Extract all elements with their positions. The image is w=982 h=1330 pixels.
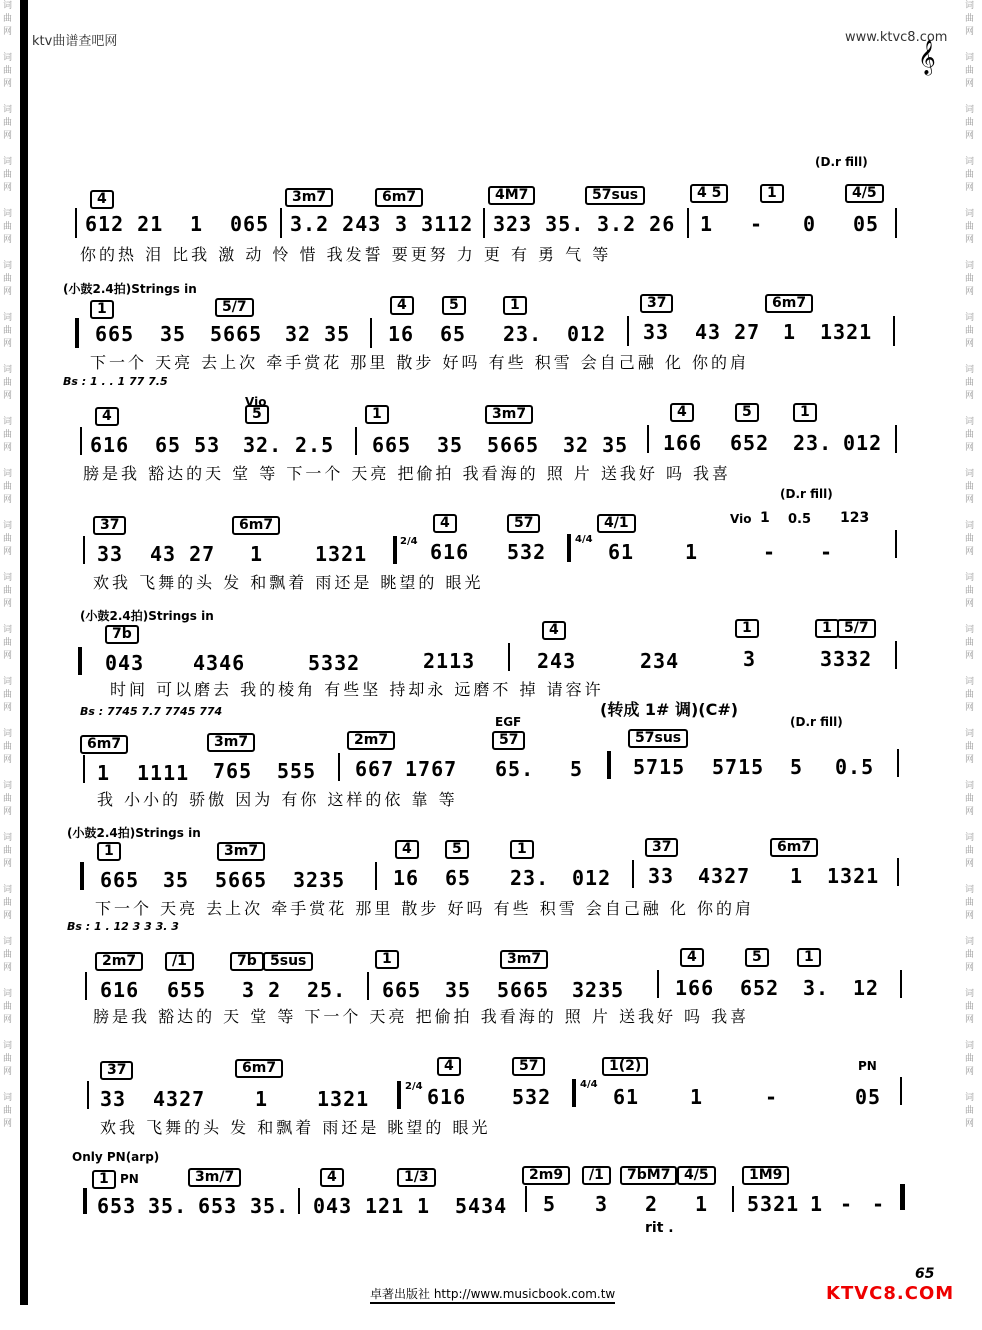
bar-line bbox=[375, 862, 377, 890]
notes: 05 bbox=[853, 212, 880, 236]
bar-line bbox=[627, 316, 629, 346]
notes: 612 21 bbox=[85, 212, 164, 236]
dr-fill-label: (D.r fill) bbox=[815, 155, 868, 169]
chord-box: 5sus bbox=[263, 952, 313, 971]
notes: 5665 bbox=[497, 978, 550, 1002]
notes: 35. bbox=[148, 1194, 188, 1218]
notes: 05 bbox=[855, 1085, 882, 1109]
chord-box: 5/7 bbox=[215, 298, 254, 317]
notes: 35. bbox=[250, 1194, 290, 1218]
notes: 243 bbox=[537, 649, 577, 673]
notes: - bbox=[840, 1192, 854, 1216]
time-signature: 4/4 bbox=[575, 534, 593, 545]
notes: 166 bbox=[675, 976, 715, 1000]
chord-box: 1 bbox=[90, 300, 114, 319]
notes: 652 bbox=[740, 976, 780, 1000]
bar-line bbox=[895, 641, 897, 669]
notes: 25. bbox=[307, 978, 347, 1002]
notes: 33 bbox=[100, 1087, 127, 1111]
notes: 616 bbox=[100, 978, 140, 1002]
chord-box: 1 bbox=[735, 619, 759, 638]
notes: 1 bbox=[700, 212, 714, 236]
bar-line bbox=[83, 755, 85, 783]
vio-note: 0.5 bbox=[788, 512, 812, 527]
chord-box: 6m7 bbox=[375, 188, 423, 207]
chord-box: 4 bbox=[90, 190, 114, 209]
chord-box: 7bM7 bbox=[620, 1166, 677, 1185]
chord-box: 4 bbox=[390, 296, 414, 315]
notes: 1111 bbox=[137, 761, 190, 785]
notes: 4346 bbox=[193, 651, 246, 675]
notes: 665 bbox=[95, 322, 135, 346]
chord-box: 1 bbox=[797, 948, 821, 967]
time-signature: 2/4 bbox=[405, 1081, 423, 1092]
double-bar-line bbox=[567, 534, 571, 562]
notes: 616 bbox=[90, 433, 130, 457]
chord-box: 3m7 bbox=[485, 405, 533, 424]
chord-box: 1 bbox=[760, 184, 784, 203]
chord-box: 57sus bbox=[585, 186, 645, 205]
vio-note: 1 bbox=[760, 510, 770, 526]
notes: 043 bbox=[105, 651, 145, 675]
notes: 043 bbox=[313, 1194, 353, 1218]
dr-fill-label: (D.r fill) bbox=[780, 487, 833, 501]
notes: 3332 bbox=[820, 647, 873, 671]
lyrics-line: 膀是我 豁达的天 堂 等 下一个 天亮 把偷拍 我看海的 照 片 送我好 吗 我喜 bbox=[83, 464, 732, 483]
double-bar-line bbox=[393, 536, 397, 564]
notes: 65. bbox=[495, 757, 535, 781]
chord-box: 4/5 bbox=[677, 1166, 716, 1185]
chord-box: 6m7 bbox=[765, 294, 813, 313]
notes: 43 27 bbox=[150, 542, 216, 566]
notes: 1 bbox=[417, 1194, 431, 1218]
bar-line bbox=[83, 536, 85, 564]
notes: 3 bbox=[595, 1192, 609, 1216]
notes: 1 bbox=[790, 864, 804, 888]
notes: 3235 bbox=[572, 978, 625, 1002]
notes: 5 bbox=[570, 757, 584, 781]
bar-line bbox=[687, 208, 689, 238]
bar-line bbox=[367, 972, 369, 1000]
score-system-5 bbox=[75, 605, 912, 719]
bar-line bbox=[900, 970, 902, 998]
bar-line bbox=[632, 860, 634, 888]
chord-box: 1 bbox=[815, 619, 839, 638]
score-system-4 bbox=[75, 487, 912, 600]
notes: 765 bbox=[213, 759, 253, 783]
chord-box: 4 bbox=[437, 1057, 461, 1076]
chord-box: 4 bbox=[95, 407, 119, 426]
chord-box: 1 bbox=[793, 403, 817, 422]
notes: 5 bbox=[790, 755, 804, 779]
notes: 012 bbox=[843, 431, 883, 455]
notes: 3. bbox=[803, 976, 830, 1000]
final-bar-line bbox=[900, 1184, 905, 1210]
bar-line bbox=[895, 208, 897, 238]
chord-box: 1/3 bbox=[397, 1168, 436, 1187]
egf-label: EGF bbox=[495, 715, 522, 729]
section-intro: (小鼓2.4拍)Strings in bbox=[80, 609, 214, 623]
notes: 234 bbox=[640, 649, 680, 673]
chord-box: 4 bbox=[395, 840, 419, 859]
score-system-9 bbox=[75, 1045, 912, 1155]
chord-box: 37 bbox=[100, 1061, 133, 1080]
vio-label: Vio bbox=[245, 395, 267, 409]
bar-line bbox=[280, 208, 282, 238]
ktvc8-logo: KTVC8.COM bbox=[826, 1283, 955, 1304]
bar-line bbox=[895, 530, 897, 558]
notes: 532 bbox=[507, 540, 547, 564]
notes: 65 bbox=[440, 322, 467, 346]
score-system-2 bbox=[63, 280, 912, 390]
score-system-8 bbox=[75, 940, 912, 1050]
bass-line: Bs : 1 . . 1 77 7.5 bbox=[63, 375, 168, 388]
notes: 1 bbox=[685, 540, 699, 564]
notes: 32 35 bbox=[563, 433, 629, 457]
notes: 1 bbox=[695, 1192, 709, 1216]
notes: 23. bbox=[503, 322, 543, 346]
publisher-footer: 卓著出版社 http://www.musicbook.com.tw bbox=[370, 1285, 615, 1304]
bar-line bbox=[85, 972, 87, 1000]
chord-box: 57 bbox=[507, 514, 540, 533]
notes: 65 bbox=[445, 866, 472, 890]
bar-line bbox=[895, 425, 897, 453]
notes: 653 bbox=[198, 1194, 238, 1218]
bar-line bbox=[657, 970, 659, 998]
notes: 121 bbox=[365, 1194, 405, 1218]
chord-box: 6m7 bbox=[235, 1059, 283, 1078]
lyrics-line: 欢我 飞舞的头 发 和飘着 雨还是 眺望的 眼光 bbox=[93, 573, 484, 592]
notes: 652 bbox=[730, 431, 770, 455]
vio-label: Vio bbox=[730, 512, 752, 526]
lyrics-line: 时间 可以磨去 我的棱角 有些坚 持却永 远磨不 掉 请容许 bbox=[110, 680, 604, 699]
notes: 5434 bbox=[455, 1194, 508, 1218]
chord-box: 6m7 bbox=[770, 838, 818, 857]
notes: 616 bbox=[430, 540, 470, 564]
notes: - bbox=[765, 1085, 779, 1109]
notes: 555 bbox=[277, 759, 317, 783]
double-bar-line bbox=[80, 862, 84, 890]
notes: 1321 bbox=[820, 320, 873, 344]
side-watermark-left: 词 曲 网 词 曲 网 词 曲 网 词 曲 网 词 曲 网 词 曲 网 词 曲 网 词 曲 网 词 曲 网 词 曲 网 词 曲 网 词 曲 网 词 曲 网 词 曲 网 词 曲 网 词 曲 网 词 曲 网 词 曲 网 词 曲 网 词 曲 网 词 曲 网 词 曲 网 bbox=[3, 1, 13, 1129]
notes: 16 bbox=[393, 866, 420, 890]
score-system-7 bbox=[67, 822, 912, 933]
chord-box: 4 bbox=[433, 514, 457, 533]
notes: 0 bbox=[803, 212, 817, 236]
notes: 5321 bbox=[747, 1192, 800, 1216]
chord-box: 1 bbox=[92, 1170, 116, 1189]
vio-note: 123 bbox=[840, 510, 870, 526]
site-name-right: www.ktvc8.com bbox=[845, 30, 948, 45]
notes: - bbox=[872, 1192, 886, 1216]
chord-box: 37 bbox=[645, 838, 678, 857]
site-name-left: ktv曲谱查吧网 bbox=[32, 34, 118, 49]
notes: 5 bbox=[543, 1192, 557, 1216]
chord-box: 4 bbox=[320, 1168, 344, 1187]
chord-box: 57 bbox=[492, 731, 525, 750]
section-intro: (小鼓2.4拍)Strings in bbox=[67, 826, 201, 840]
notes: 35 bbox=[160, 322, 187, 346]
double-bar-line bbox=[607, 751, 611, 779]
notes: 1 bbox=[783, 320, 797, 344]
chord-box: 57 bbox=[512, 1057, 545, 1076]
notes: 12 bbox=[853, 976, 880, 1000]
notes: - bbox=[763, 540, 777, 564]
notes: 1321 bbox=[827, 864, 880, 888]
double-bar-line bbox=[75, 318, 79, 348]
notes: 33 bbox=[643, 320, 670, 344]
chord-box: 3m/7 bbox=[188, 1168, 241, 1187]
chord-box: 4 5 bbox=[690, 184, 728, 203]
notes: 667 bbox=[355, 757, 395, 781]
lyrics-line: 下一个 天亮 去上次 牵手赏花 那里 散步 好吗 有些 积雪 会自己融 化 你的肩 bbox=[95, 899, 754, 918]
notes: 16 bbox=[388, 322, 415, 346]
score-system-6 bbox=[75, 715, 912, 825]
notes: 35 bbox=[163, 868, 190, 892]
chord-box: 3m7 bbox=[285, 188, 333, 207]
chord-box: 5 bbox=[445, 840, 469, 859]
notes: 2113 bbox=[423, 649, 476, 673]
chord-box: 5/7 bbox=[837, 619, 876, 638]
notes: - bbox=[750, 212, 764, 236]
chord-box: 5 bbox=[735, 403, 759, 422]
chord-box: 1 bbox=[375, 950, 399, 969]
chord-box: 2m7 bbox=[95, 952, 143, 971]
notes: 5665 bbox=[210, 322, 263, 346]
bar-line bbox=[298, 1188, 300, 1214]
notes: 1 bbox=[255, 1087, 269, 1111]
chord-box: 5 bbox=[745, 948, 769, 967]
notes: 33 bbox=[648, 864, 675, 888]
section-intro: Only PN(arp) bbox=[72, 1150, 160, 1164]
notes: 2.5 bbox=[295, 433, 335, 457]
score-system-1 bbox=[75, 150, 912, 264]
chord-box: 1(2) bbox=[602, 1057, 648, 1076]
chord-box: 1M9 bbox=[742, 1166, 789, 1185]
notes: 23. bbox=[510, 866, 550, 890]
bar-line bbox=[87, 1081, 89, 1109]
notes: 3 3112 bbox=[395, 212, 474, 236]
notes: 012 bbox=[572, 866, 612, 890]
notes: 1 bbox=[190, 212, 204, 236]
lyrics-line: 你的热 泪 比我 激 动 怜 惜 我发誓 要更努 力 更 有 勇 气 等 bbox=[80, 245, 612, 264]
chord-box: 4/5 bbox=[845, 184, 884, 203]
lyrics-line: 欢我 飞舞的头 发 和飘着 雨还是 眺望的 眼光 bbox=[100, 1118, 491, 1137]
notes: 3.2 243 bbox=[290, 212, 382, 236]
bar-line bbox=[370, 318, 372, 348]
bar-line bbox=[508, 643, 510, 671]
side-watermark-right: 词 曲 网 词 曲 网 词 曲 网 词 曲 网 词 曲 网 词 曲 网 词 曲 网 词 曲 网 词 曲 网 词 曲 网 词 曲 网 词 曲 网 词 曲 网 词 曲 网 词 曲 网 词 曲 网 词 曲 网 词 曲 网 词 曲 网 词 曲 网 词 曲 网 词 曲 网 bbox=[965, 1, 975, 1129]
lyrics-line: 膀是我 豁达的 天 堂 等 下一个 天亮 把偷拍 我看海的 照 片 送我好 吗 我喜 bbox=[93, 1007, 750, 1026]
chord-box: 3m7 bbox=[500, 950, 548, 969]
double-bar-line bbox=[78, 647, 82, 675]
notes: 616 bbox=[427, 1085, 467, 1109]
notes: 1767 bbox=[405, 757, 458, 781]
bar-line bbox=[338, 753, 340, 781]
notes: 32 35 bbox=[285, 322, 351, 346]
key-change: (转成 1# 调)(C#) bbox=[600, 700, 739, 719]
pn-label: PN bbox=[120, 1172, 139, 1186]
notes: 5715 bbox=[633, 755, 686, 779]
notes: 1 bbox=[97, 761, 111, 785]
notes: 665 bbox=[100, 868, 140, 892]
notes: 3235 bbox=[293, 868, 346, 892]
notes: 1 bbox=[810, 1192, 824, 1216]
notes: 166 bbox=[663, 431, 703, 455]
bar-line bbox=[897, 858, 899, 886]
notes: 1 bbox=[250, 542, 264, 566]
rit-marking: rit . bbox=[645, 1220, 674, 1236]
bar-line bbox=[483, 208, 485, 238]
notes: 012 bbox=[567, 322, 607, 346]
notes: 3 2 bbox=[242, 978, 282, 1002]
notes: 655 bbox=[167, 978, 207, 1002]
chord-box: 6m7 bbox=[232, 516, 280, 535]
dr-fill-label: (D.r fill) bbox=[790, 715, 843, 729]
bar-line bbox=[900, 1077, 902, 1105]
chord-box: 4 bbox=[670, 403, 694, 422]
chord-box: 1 bbox=[365, 405, 389, 424]
chord-box: 7b bbox=[230, 952, 264, 971]
notes: 5715 bbox=[712, 755, 765, 779]
chord-box: 4 bbox=[680, 948, 704, 967]
bar-line bbox=[355, 427, 357, 455]
notes: 1 bbox=[690, 1085, 704, 1109]
notes: 1321 bbox=[317, 1087, 370, 1111]
bar-line bbox=[647, 425, 649, 453]
chord-box: 1 bbox=[510, 840, 534, 859]
lyrics-line: 下一个 天亮 去上次 牵手赏花 那里 散步 好吗 有些 积雪 会自己融 化 你的肩 bbox=[90, 353, 749, 372]
bar-line bbox=[893, 316, 895, 346]
notes: 4327 bbox=[698, 864, 751, 888]
notes: 32. bbox=[243, 433, 283, 457]
notes: 323 35. bbox=[493, 212, 585, 236]
chord-box: 4/1 bbox=[597, 514, 636, 533]
page-number: 65 bbox=[915, 1266, 935, 1282]
notes: 23. bbox=[793, 431, 833, 455]
score-system-10 bbox=[72, 1148, 912, 1258]
bass-line: Bs : 1 . 12 3 3 3. 3 bbox=[67, 920, 179, 933]
double-bar-line bbox=[83, 1188, 87, 1214]
notes: 61 bbox=[613, 1085, 640, 1109]
bar-line bbox=[75, 208, 77, 238]
treble-clef-icon: 𝄞 bbox=[918, 40, 936, 75]
double-bar-line bbox=[572, 1079, 576, 1107]
notes: 0.5 bbox=[835, 755, 875, 779]
chord-box: 1 bbox=[503, 296, 527, 315]
double-bar-line bbox=[397, 1081, 401, 1109]
notes: 5332 bbox=[308, 651, 361, 675]
section-intro: (小鼓2.4拍)Strings in bbox=[63, 282, 197, 296]
notes: 3.2 26 bbox=[597, 212, 676, 236]
chord-box: 37 bbox=[93, 516, 126, 535]
notes: 065 bbox=[230, 212, 270, 236]
notes: 1321 bbox=[315, 542, 368, 566]
chord-box: /1 bbox=[582, 1166, 611, 1185]
notes: 665 bbox=[372, 433, 412, 457]
time-signature: 4/4 bbox=[580, 1079, 598, 1090]
chord-box: 4M7 bbox=[488, 186, 535, 205]
chord-box: 6m7 bbox=[80, 735, 128, 754]
notes: 33 bbox=[97, 542, 124, 566]
notes: 61 bbox=[608, 540, 635, 564]
notes: 532 bbox=[512, 1085, 552, 1109]
bar-line bbox=[897, 749, 899, 777]
chord-box: 3m7 bbox=[217, 842, 265, 861]
chord-box: 1 bbox=[97, 842, 121, 861]
notes: 2 bbox=[645, 1192, 659, 1216]
left-black-border bbox=[20, 0, 28, 1305]
notes: 35 bbox=[437, 433, 464, 457]
chord-box: 37 bbox=[640, 294, 673, 313]
bar-line bbox=[525, 1186, 527, 1212]
notes: 43 27 bbox=[695, 320, 761, 344]
notes: 665 bbox=[382, 978, 422, 1002]
chord-box: 3m7 bbox=[207, 733, 255, 752]
chord-box: 57sus bbox=[628, 729, 688, 748]
chord-box: 2m9 bbox=[522, 1166, 570, 1185]
chord-box: 5 bbox=[442, 296, 466, 315]
notes: 35 bbox=[445, 978, 472, 1002]
notes: 65 53 bbox=[155, 433, 221, 457]
pn-label: PN bbox=[858, 1059, 877, 1073]
notes: 4327 bbox=[153, 1087, 206, 1111]
notes: 5665 bbox=[487, 433, 540, 457]
notes: - bbox=[820, 540, 834, 564]
bar-line bbox=[732, 1186, 734, 1212]
notes: 3 bbox=[743, 647, 757, 671]
chord-box: /1 bbox=[165, 952, 194, 971]
bar-line bbox=[80, 427, 82, 455]
chord-box: 4 bbox=[542, 621, 566, 640]
chord-box: 2m7 bbox=[347, 731, 395, 750]
notes: 653 bbox=[97, 1194, 137, 1218]
notes: 5665 bbox=[215, 868, 268, 892]
chord-box: 5 bbox=[245, 405, 269, 424]
time-signature: 2/4 bbox=[400, 536, 418, 547]
bass-line: Bs : 7745 7.7 7745 774 bbox=[80, 705, 223, 718]
lyrics-line: 我 小小的 骄傲 因为 有你 这样的依 靠 等 bbox=[97, 790, 458, 809]
chord-box: 7b bbox=[105, 625, 139, 644]
